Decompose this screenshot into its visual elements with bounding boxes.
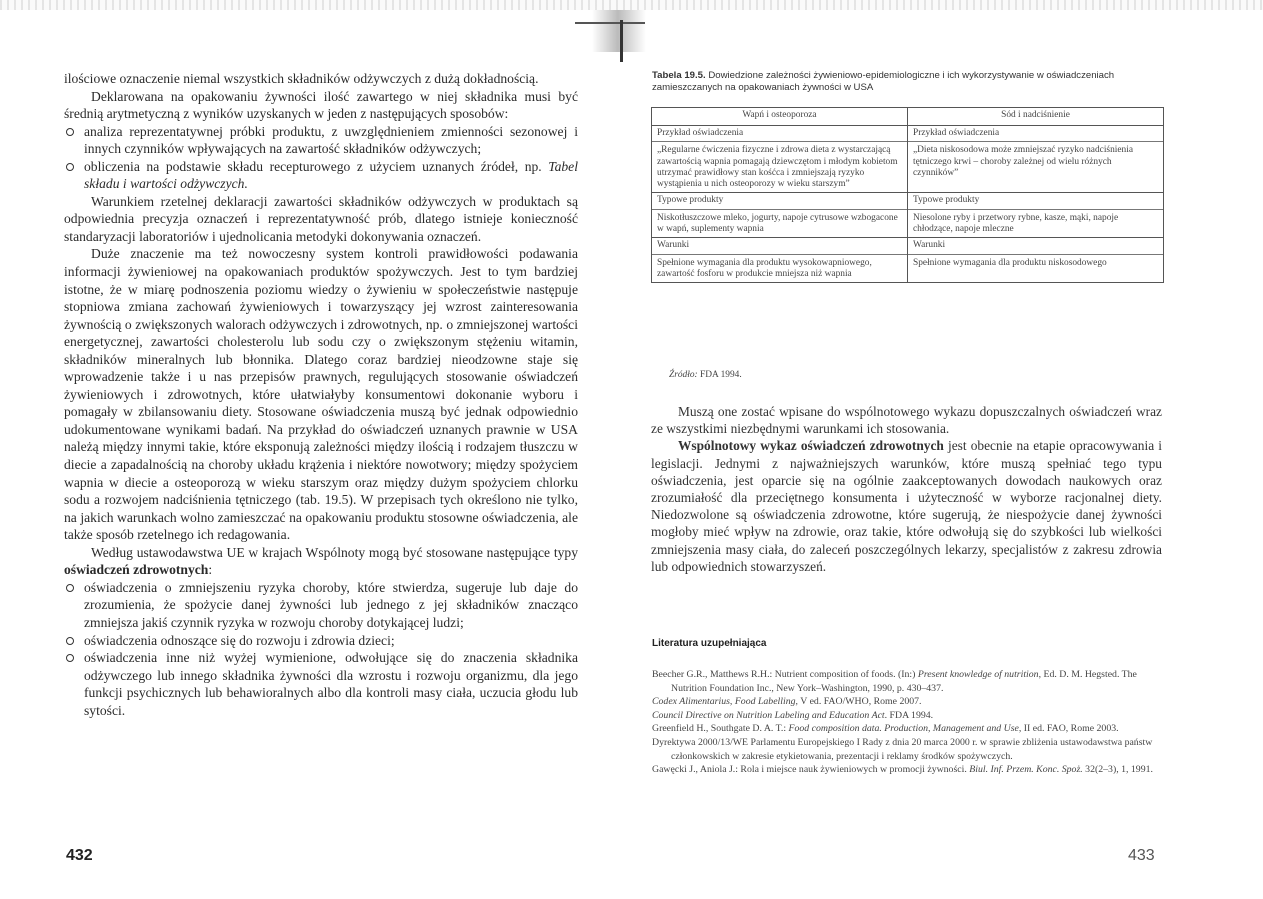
table-row (652, 126, 1164, 193)
cell-label: Warunki (652, 238, 907, 254)
page-number-left: 432 (66, 847, 93, 864)
cell-text: Spełnione wymagania dla produktu wysokowapniowego, zawartość fosforu w produkcie mniejsza niż wapnia (657, 257, 872, 279)
paragraph: Warunkiem rzetelnej deklaracji zawartości składników odżywczych w produktach są odpowiednia precyzja oznaczeń i reprezentatywność prób, dlatego istnieje konieczność standaryzacji laboratoriów i ujednolicania metodyki dokonywania oznaczeń. (64, 193, 578, 244)
cell-text: Niesolone ryby i przetwory rybne, kasze, mąki, napoje chłodzące, napoje mleczne (913, 212, 1119, 235)
source-text: FDA 1994. (697, 370, 742, 380)
list-item (64, 158, 578, 193)
scan-top-edge (0, 0, 1263, 10)
cell-text: Spełnione wymagania dla produktu niskosodowego (913, 257, 1107, 268)
paragraph: Duże znaczenie ma też nowoczesny system kontroli prawidłowości podawania informacji żywieniowej na opakowaniach produktów spożywczych. Jest to tym bardziej istotne, że w miarę podnoszenia poziomu wiedzy o żywieniu w społeczeństwie następuje stopniowa zmiana zachowań żywieniowych i towarzyszący jej wzrost zainteresowania żywnością o zwiększonych walorach odżywczych i zdrowotnych, np. o zmniejszonej wartości energetycznej, zawartości cholesterolu lub sodu czy o zwiększonym stężeniu witamin, składników mineralnych lub błonnika. Dlatego coraz bardziej nieodzowne staje się wprowadzenie także i u nas przepisów prawnych, regulujących stosowanie oświadczeń żywieniowych i zdrowotnych, które ułatwiałyby konsumentowi dokonanie wyboru i pomagały w zbilansowaniu diety. Stosowane oświadczenia muszą być jednak odpowiednio udokumentowane wynikami badań. Na przykład do oświadczeń uznanych prawnie w USA należą między innymi takie, które eksponują zależności między ilością i rodzajem tłuszczu w diecie a zapadalnością na choroby układu krążenia i niektóre nowotwory; między spożyciem wapnia w diecie a osteoporozą w wieku starszym oraz między dużym spożyciem chlorku sodu a rozwojem nadciśnienia tętniczego (tab. 19.5). W przepisach tych określono nie tylko, na jakich warunkach wolno zamieszczać na opakowaniu produktu stosowne oświadczenia, ale także sposób rzetelnego ich redagowania. (64, 246, 578, 543)
ref-text: Gawęcki J., Aniola J.: Rola i miejsce nauk żywieniowych w promocji żywności. (652, 764, 970, 776)
paragraph (64, 544, 578, 579)
table-cell (908, 126, 1164, 193)
list-item: oświadczenia o zmniejszeniu ryzyka choroby, które stwierdza, sugeruje lub daje do zrozumienia, że spożycie danej żywności lub jednego z jej składników znacząco zmniejsza jakiś czynnik ryzyka w rozwoju choroby dotykającej ludzi; (64, 579, 578, 632)
cell-text: „Regularne ćwiczenia fizyczne i zdrowa dieta z wystarczającą zawartością wapnia pomagają dziewczętom i młodym kobietom utrzymać prawidłowy stan kośćca i zmniejszają ryzyko wystąpienia u nich osteoporozy w wieku starszym” (657, 145, 898, 190)
cell-text: Niskotłuszczowe mleko, jogurty, napoje cytrusowe wzbogacone w wapń, suplementy wapnia (657, 212, 898, 235)
paragraph-text: Według ustawodawstwa UE w krajach Wspólnoty mogą być stosowane następujące typy (91, 544, 578, 560)
table-cell (652, 238, 908, 283)
cell-label: Typowe produkty (652, 193, 907, 209)
column-header: Sód i nadciśnienie (908, 108, 1164, 126)
book-gutter-shadow (592, 10, 646, 52)
table-caption (652, 70, 1172, 94)
cell-label: Typowe produkty (908, 193, 1163, 209)
ref-text: 32(2–3), 1, 1991. (1082, 764, 1153, 776)
left-page-text (64, 70, 578, 719)
ref-title: Council Directive on Nutrition Labeling and Education Act (652, 709, 885, 721)
table-header-row (652, 108, 1164, 126)
list-item-text: obliczenia na podstawie składu recepturowego z użyciem uznanych źródeł, np. (84, 158, 542, 174)
table-source (669, 370, 742, 380)
paragraph: ilościowe oznaczenie niemal wszystkich składników odżywczych z dużą dokładnością. (64, 71, 539, 86)
ref-title: Biul. Inf. Przem. Konc. Spoż. (969, 764, 1083, 776)
ref-text: Dyrektywa 2000/13/WE Parlamentu Europejskiego I Rady z dnia 20 marca 2000 r. w sprawie zbliżenia ustawodawstwa państw członkowskich w zakresie etykietowania, prezentacji i reklamy środków spożywczych. (652, 736, 1153, 762)
ref-title: Codex Alimentarius, Food Labelling (652, 696, 796, 708)
table-row (652, 193, 1164, 238)
reference-item (652, 709, 1163, 723)
table-row (652, 238, 1164, 283)
paragraph (651, 437, 1162, 575)
table-cell (652, 126, 908, 193)
cell-label: Przykład oświadczenia (908, 126, 1163, 142)
table-caption-label: Tabela 19.5. (652, 70, 706, 81)
table-cell (908, 193, 1164, 238)
paragraph: Muszą one zostać wpisane do wspólnotowego wykazu dopuszczalnych oświadczeń wraz ze wszystkimi niezbędnymi warunkami ich stosowania. (651, 404, 1162, 437)
bold-term: Wspólnotowy wykaz oświadczeń zdrowotnych (678, 438, 944, 454)
gutter-mark-horizontal (575, 22, 645, 24)
table-cell (908, 238, 1164, 283)
ref-text: , V ed. FAO/WHO, Rome 2007. (795, 696, 922, 708)
list-item: oświadczenia inne niż wyżej wymienione, odwołujące się do znaczenia składnika odżywczego lub innego składnika żywności dla wzrostu i rozwoju organizmu, dla jego funkcji psychicznych lub behawioralnych albo dla kontroli masy ciała, uczucia głodu lub sytości. (64, 649, 578, 719)
ref-text: . FDA 1994. (884, 709, 934, 721)
gutter-mark-vertical (620, 20, 623, 62)
column-header: Wapń i osteoporoza (652, 108, 908, 126)
ref-title: Present knowledge of nutrition (917, 669, 1039, 680)
claims-table (651, 107, 1164, 283)
cell-label: Przykład oświadczenia (652, 126, 907, 142)
paragraph: Deklarowana na opakowaniu żywności ilość zawartego w niej składnika musi być średnią arytmetyczną z wyników uzyskanych w jeden z następujących sposobów: (64, 88, 578, 122)
table-caption-text: Dowiedzione zależności żywieniowo-epidemiologiczne i ich wykorzystywanie w oświadczeniach zamieszczanych na opakowaniach żywności w USA (652, 70, 1115, 93)
list-item: oświadczenia odnoszące się do rozwoju i zdrowia dzieci; (64, 632, 578, 650)
reference-item (652, 668, 1163, 695)
ref-text: , Ed. D. M. Hegsted. The Nutrition Foundation Inc., New York–Washington, 1990, p. 430–437. (671, 669, 1137, 694)
bold-term: oświadczeń zdrowotnych (64, 562, 209, 578)
list-item-italic: Tabel składu i wartości odżywczych. (84, 158, 578, 192)
source-label: Źródło: (669, 370, 698, 380)
reference-item (652, 695, 1163, 709)
list-item: analiza reprezentatywnej próbki produktu, z uwzględnieniem zmienności sezonowej i innych czynników wpływających na zawartość składników odżywczych; (64, 123, 578, 158)
reference-item (652, 722, 1163, 736)
cell-label: Warunki (908, 238, 1163, 254)
bullet-list (64, 579, 578, 719)
literature-heading: Literatura uzupełniająca (652, 638, 767, 649)
page-number-right: 433 (1128, 847, 1155, 864)
ref-text: , II ed. FAO, Rome 2003. (1018, 723, 1119, 735)
right-page-text (651, 403, 1162, 575)
reference-item (652, 736, 1163, 763)
ref-title: Food composition data. Production, Management and Use (788, 723, 1019, 735)
reference-list (652, 668, 1163, 777)
bullet-list (64, 123, 578, 193)
ref-text: Greenfield H., Southgate D. A. T.: (652, 723, 789, 735)
paragraph-text: jest obecnie na etapie opracowywania i legislacji. Jednymi z najważniejszych warunków, które muszą spełniać tego typu oświadczenia, jest oparcie się na ogólnie zaakceptowanych dowodach naukowych oraz zrozumiałość dla przeciętnego konsumenta i użyteczność w wyborze racjonalnej diety. Niedozwolone są oświadczenia zdrowotne, które sugerują, że niespożycie danej żywności mogłoby mieć wpływ na zdrowie, oraz takie, które odwołują się do szybkości lub wielkości zmniejszenia masy ciała, do zaleceń poszczególnych lekarzy, specjalistów z zakresu zdrowia lub odpowiednich stowarzyszeń. (651, 438, 1163, 574)
paragraph-end: : (208, 562, 213, 578)
ref-text: Beecher G.R., Matthews R.H.: Nutrient composition of foods. (In:) (652, 669, 918, 680)
table-cell (652, 193, 908, 238)
cell-text: „Dieta niskosodowa może zmniejszać ryzyko nadciśnienia tętniczego krwi – choroby zależnej od wielu różnych czynników” (913, 145, 1133, 178)
reference-item (652, 763, 1163, 777)
